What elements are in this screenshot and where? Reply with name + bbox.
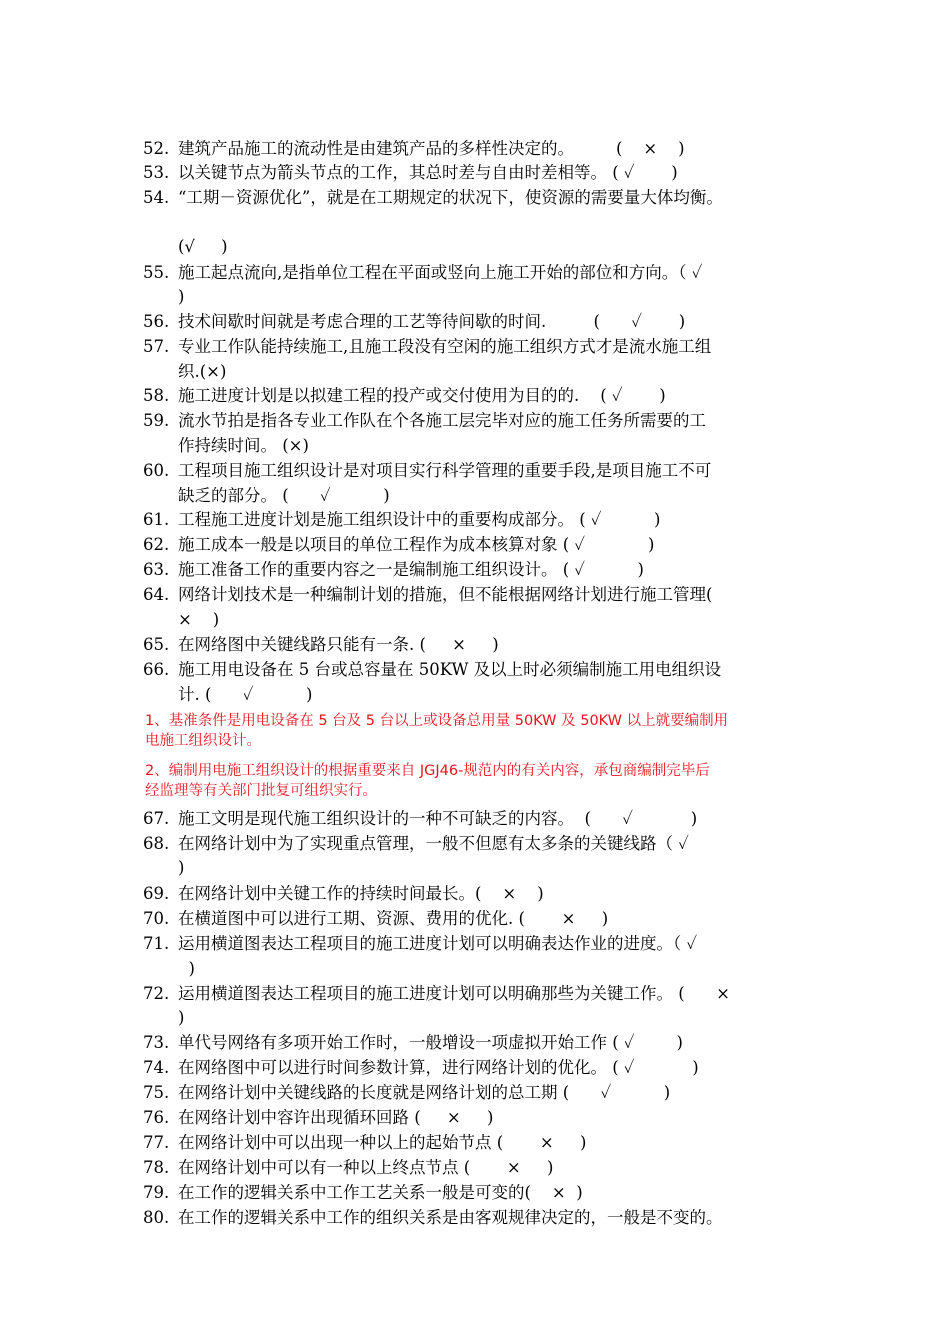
item-text: 工程项目施工组织设计是对项目实行科学管理的重要手段,是项目施工不可 [178, 461, 712, 480]
item-text: 在工作的逻辑关系中工作工艺关系一般是可变的( × ) [178, 1183, 583, 1202]
item-text: “工期－资源优化”，就是在工期规定的状况下，使资源的需要量大体均衡。 [178, 188, 723, 207]
item-number: 77. [143, 1133, 170, 1152]
item-number: 79. [143, 1183, 170, 1202]
item-number: 53. [143, 163, 170, 182]
item-text-continued: ) [178, 1008, 185, 1027]
item-text: 在网络计划中容许出现循环回路 ( × ) [178, 1108, 494, 1127]
item-text-continued: ) [178, 287, 185, 306]
item-number: 75. [143, 1083, 170, 1102]
item-text: 单代号网络有多项开始工作时，一般增设一项虚拟开始工作 ( ✓ ) [178, 1033, 683, 1052]
item-text: 在网络计划中可以出现一种以上的起始节点 ( × ) [178, 1133, 587, 1152]
item-number: 69. [143, 884, 170, 903]
item-number: 68. [143, 834, 170, 853]
item-number: 73. [143, 1033, 170, 1052]
item-text: 在网络计划中关键工作的持续时间最长。( × ) [178, 884, 544, 903]
item-number: 78. [143, 1158, 170, 1177]
item-number: 52. [143, 139, 170, 158]
item-text-continued: ) [178, 858, 185, 877]
item-text-continued: × ) [178, 610, 220, 629]
item-number: 80. [143, 1208, 170, 1227]
item-text: 在网络图中可以进行时间参数计算，进行网络计划的优化。 ( ✓ ) [178, 1058, 699, 1077]
item-number: 55. [143, 263, 170, 282]
item-number: 63. [143, 560, 170, 579]
item-text: 工程施工进度计划是施工组织设计中的重要构成部分。 ( ✓ ) [178, 510, 661, 529]
item-number: 64. [143, 585, 170, 604]
item-text: 施工成本一般是以项目的单位工程作为成本核算对象 ( ✓ ) [178, 535, 655, 554]
item-text: 施工用电设备在 5 台或总容量在 50KW 及以上时必须编制施工用电组织设 [178, 660, 722, 679]
item-text: 在网络图中关键线路只能有一条. ( × ) [178, 635, 499, 654]
item-number: 67. [143, 809, 170, 828]
item-text: 运用横道图表达工程项目的施工进度计划可以明确表达作业的进度。（ ✓ [178, 934, 698, 953]
item-text: 在网络计划中可以有一种以上终点节点 ( × ) [178, 1158, 554, 1177]
item-text: 在网络计划中关键线路的长度就是网络计划的总工期 ( ✓ ) [178, 1083, 671, 1102]
item-text: 在工作的逻辑关系中工作的组织关系是由客观规律决定的，一般是不变的。 [178, 1208, 723, 1227]
item-number: 60. [143, 461, 170, 480]
item-text: 建筑产品施工的流动性是由建筑产品的多样性决定的。 ( × ) [178, 139, 685, 158]
item-number: 72. [143, 984, 170, 1003]
item-number: 65. [143, 635, 170, 654]
red-note-line: 2、编制用电施工组织设计的根据重要来自 JGJ46-规范内的有关内容，承包商编制完毕后 [145, 763, 710, 779]
item-text-continued: ) [178, 959, 195, 978]
item-number: 62. [143, 535, 170, 554]
item-text: 技术间歇时间就是考虑合理的工艺等待间歇的时间. ( ✓ ) [178, 312, 686, 331]
item-text: 网络计划技术是一种编制计划的措施，但不能根据网络计划进行施工管理( [178, 585, 713, 604]
item-text: 施工文明是现代施工组织设计的一种不可缺乏的内容。 ( ✓ ) [178, 809, 698, 828]
item-number: 54. [143, 188, 170, 207]
item-text-continued: 计. ( ✓ ) [178, 685, 313, 704]
item-text-continued: 织.(×) [178, 362, 227, 381]
item-text: 以关键节点为箭头节点的工作，其总时差与自由时差相等。 ( ✓ ) [178, 163, 678, 182]
red-note-line: 经监理等有关部门批复可组织实行。 [145, 783, 377, 799]
item-number: 74. [143, 1058, 170, 1077]
item-text-continued: 作持续时间。 (×) [178, 436, 309, 455]
item-number: 61. [143, 510, 170, 529]
item-text: 施工准备工作的重要内容之一是编制施工组织设计。 ( ✓ ) [178, 560, 644, 579]
item-number: 57. [143, 337, 170, 356]
red-note-line: 电施工组织设计。 [145, 733, 261, 749]
item-number: 59. [143, 411, 170, 430]
item-text-continued: (√ ) [178, 237, 228, 256]
item-number: 76. [143, 1108, 170, 1127]
item-number: 70. [143, 909, 170, 928]
item-text: 流水节拍是指各专业工作队在个各施工层完毕对应的施工任务所需要的工 [178, 411, 706, 430]
item-text: 专业工作队能持续施工,且施工段没有空闲的施工组织方式才是流水施工组 [178, 337, 712, 356]
item-number: 66. [143, 660, 170, 679]
item-number: 56. [143, 312, 170, 331]
item-number: 58. [143, 386, 170, 405]
item-text: 运用横道图表达工程项目的施工进度计划可以明确那些为关键工作。 ( × [178, 984, 730, 1003]
item-text: 施工进度计划是以拟建工程的投产或交付使用为目的的. ( ✓ ) [178, 386, 666, 405]
item-text: 在横道图中可以进行工期、资源、费用的优化. ( × ) [178, 909, 609, 928]
item-text: 施工起点流向,是指单位工程在平面或竖向上施工开始的部位和方向。（ ✓ [178, 263, 703, 282]
red-note-line: 1、基准条件是用电设备在 5 台及 5 台以上或设备总用量 50KW 及 50KW 以上就要编制用 [145, 713, 729, 729]
item-number: 71. [143, 934, 170, 953]
item-text-continued: 缺乏的部分。 ( ✓ ) [178, 486, 390, 505]
item-text: 在网络计划中为了实现重点管理，一般不但愿有太多条的关键线路（ ✓ [178, 834, 689, 853]
